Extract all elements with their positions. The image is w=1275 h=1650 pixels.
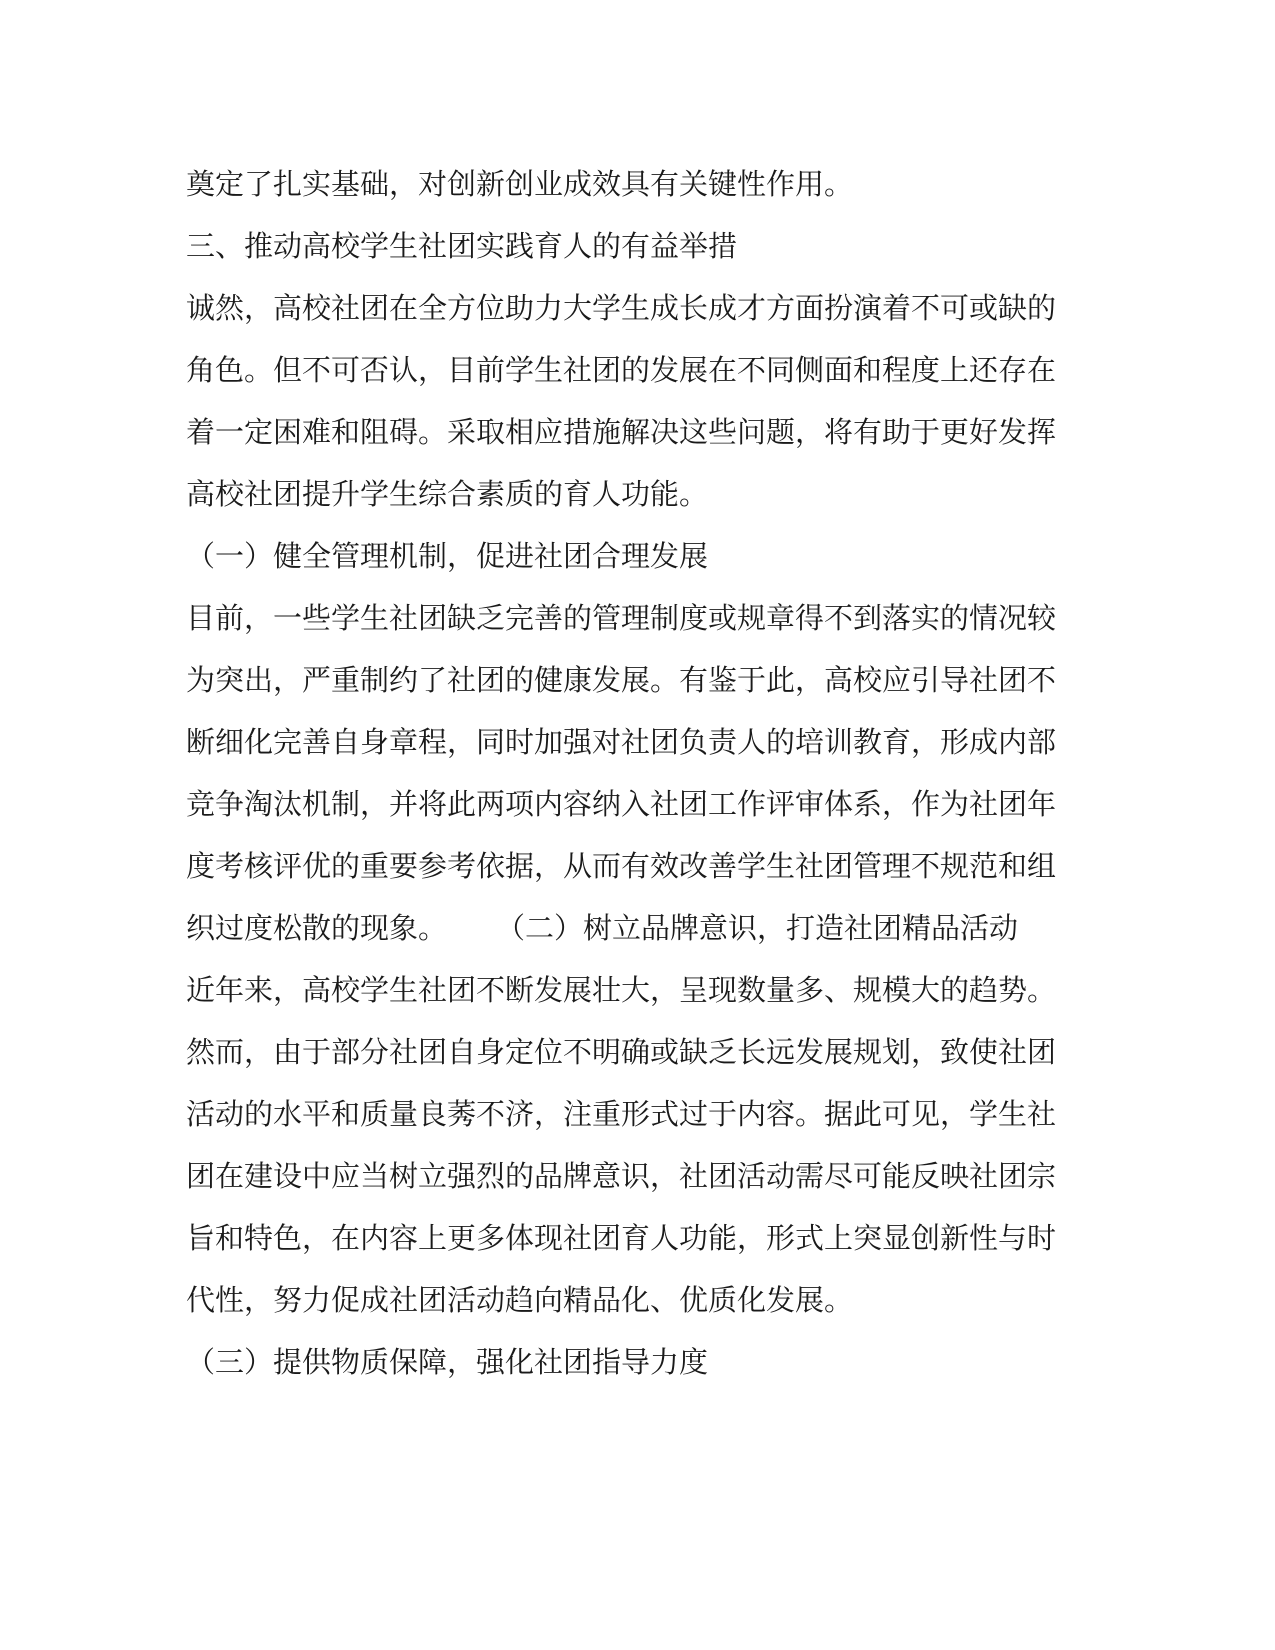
text-line (0, 710, 1275, 774)
text-line (0, 1020, 1275, 1084)
text-line (0, 1268, 1275, 1332)
text-line-content: 为突出，严重制约了社团的健康发展。有鉴于此，高校应引导社团不 (186, 663, 1057, 697)
subsection-heading-text: （二）树立品牌意识，打造社团精品活动 (496, 911, 1019, 945)
text-line-content: 着一定困难和阻碍。采取相应措施解决这些问题，将有助于更好发挥 (186, 415, 1057, 449)
text-line-content: 度考核评优的重要参考依据，从而有效改善学生社团管理不规范和组 (186, 849, 1057, 883)
text-line (0, 400, 1275, 464)
text-line (0, 1144, 1275, 1208)
text-line-content: 织过度松散的现象。 (186, 911, 448, 945)
text-line (0, 338, 1275, 402)
subsection-heading-text: （三）提供物质保障，强化社团指导力度 (186, 1345, 709, 1379)
subsection-heading (0, 1330, 1275, 1394)
text-line (0, 1082, 1275, 1146)
text-line-content: 旨和特色，在内容上更多体现社团育人功能，形式上突显创新性与时 (186, 1221, 1057, 1255)
text-line (0, 462, 1275, 526)
text-line-content: 断细化完善自身章程，同时加强对社团负责人的培训教育，形成内部 (186, 725, 1057, 759)
text-line (0, 772, 1275, 836)
text-line (0, 276, 1275, 340)
text-line (0, 152, 1275, 216)
text-line (0, 958, 1275, 1022)
text-line-content: 目前，一些学生社团缺乏完善的管理制度或规章得不到落实的情况较 (186, 601, 1057, 635)
text-line-content: 奠定了扎实基础，对创新创业成效具有关键性作用。 (186, 167, 854, 201)
section-heading (0, 214, 1275, 278)
text-line-content: 然而，由于部分社团自身定位不明确或缺乏长远发展规划，致使社团 (186, 1035, 1057, 1069)
subsection-heading-text: （一）健全管理机制，促进社团合理发展 (186, 539, 709, 573)
text-line-content: 代性，努力促成社团活动趋向精品化、优质化发展。 (186, 1283, 854, 1317)
text-line-content: 团在建设中应当树立强烈的品牌意识，社团活动需尽可能反映社团宗 (186, 1159, 1057, 1193)
text-line (0, 648, 1275, 712)
text-line-content: 高校社团提升学生综合素质的育人功能。 (186, 477, 709, 511)
text-line-content: 活动的水平和质量良莠不济，注重形式过于内容。据此可见，学生社 (186, 1097, 1057, 1131)
text-line-content: 近年来，高校学生社团不断发展壮大，呈现数量多、规模大的趋势。 (186, 973, 1057, 1007)
text-line-content: 诚然，高校社团在全方位助力大学生成长成才方面扮演着不可或缺的 (186, 291, 1057, 325)
text-line (0, 586, 1275, 650)
text-line-content: 竞争淘汰机制，并将此两项内容纳入社团工作评审体系，作为社团年 (186, 787, 1057, 821)
text-line (0, 1206, 1275, 1270)
subsection-heading (0, 524, 1275, 588)
section-heading-text: 三、推动高校学生社团实践育人的有益举措 (186, 229, 738, 263)
text-line-content: 角色。但不可否认，目前学生社团的发展在不同侧面和程度上还存在 (186, 353, 1057, 387)
text-line (0, 834, 1275, 898)
text-line (0, 896, 1275, 960)
